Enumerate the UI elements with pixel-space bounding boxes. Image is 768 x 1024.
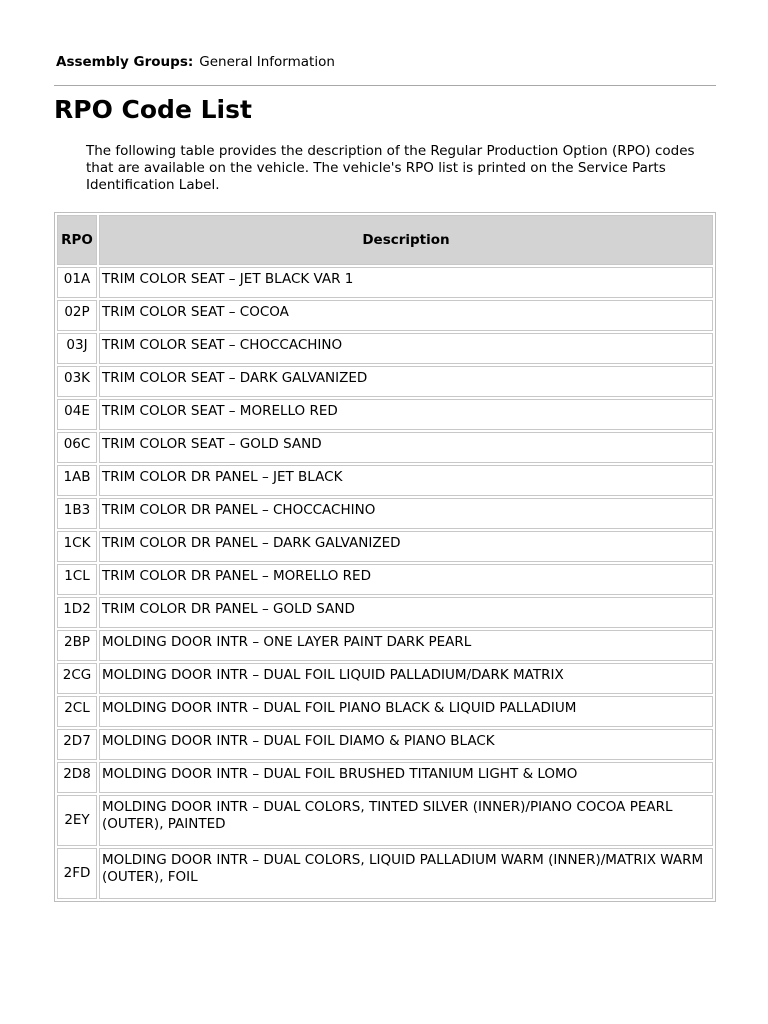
description-cell: TRIM COLOR DR PANEL – MORELLO RED: [99, 564, 713, 595]
intro-paragraph: The following table provides the description of the Regular Production Option (RPO) codes that are available on the vehicle. The vehicle's RPO list is printed on the Service Parts Identification Label.: [86, 143, 695, 193]
description-cell: TRIM COLOR DR PANEL – DARK GALVANIZED: [99, 531, 713, 562]
rpo-code-table: [54, 212, 716, 902]
description-cell: TRIM COLOR SEAT – JET BLACK VAR 1: [99, 267, 713, 298]
table-row: [57, 696, 713, 727]
table-row: [57, 564, 713, 595]
description-cell: MOLDING DOOR INTR – DUAL FOIL DIAMO & PIANO BLACK: [99, 729, 713, 760]
description-cell: TRIM COLOR SEAT – CHOCCACHINO: [99, 333, 713, 364]
table-row: [57, 762, 713, 793]
table-header-row: [57, 215, 713, 265]
rpo-code-cell: 2BP: [57, 630, 97, 661]
rpo-code-cell: 01A: [57, 267, 97, 298]
rpo-code-cell: 2FD: [57, 848, 97, 899]
description-cell: TRIM COLOR SEAT – COCOA: [99, 300, 713, 331]
table-row: [57, 663, 713, 694]
table-row: [57, 300, 713, 331]
rpo-code-cell: 03K: [57, 366, 97, 397]
table-row: [57, 366, 713, 397]
rpo-code-cell: 1AB: [57, 465, 97, 496]
rpo-code-cell: 2CL: [57, 696, 97, 727]
rpo-code-cell: 1CL: [57, 564, 97, 595]
description-cell: MOLDING DOOR INTR – DUAL COLORS, TINTED SILVER (INNER)/PIANO COCOA PEARL (OUTER), PAINTED: [99, 795, 713, 846]
table-row: [57, 465, 713, 496]
description-cell: MOLDING DOOR INTR – DUAL FOIL BRUSHED TITANIUM LIGHT & LOMO: [99, 762, 713, 793]
table-row: [57, 498, 713, 529]
table-row: [57, 597, 713, 628]
column-header-rpo: RPO: [57, 215, 97, 265]
rpo-code-cell: 1D2: [57, 597, 97, 628]
table-row: [57, 848, 713, 899]
assembly-groups-label: Assembly Groups:: [56, 54, 194, 70]
table-body: [57, 267, 713, 899]
rpo-code-cell: 1B3: [57, 498, 97, 529]
rpo-code-cell: 03J: [57, 333, 97, 364]
description-cell: TRIM COLOR DR PANEL – JET BLACK: [99, 465, 713, 496]
rpo-code-cell: 2D7: [57, 729, 97, 760]
table-row: [57, 630, 713, 661]
table-row: [57, 531, 713, 562]
description-cell: TRIM COLOR DR PANEL – GOLD SAND: [99, 597, 713, 628]
description-cell: MOLDING DOOR INTR – DUAL COLORS, LIQUID PALLADIUM WARM (INNER)/MATRIX WARM (OUTER), FOIL: [99, 848, 713, 899]
table-row: [57, 729, 713, 760]
header-divider: [54, 85, 716, 86]
column-header-description: Description: [99, 215, 713, 265]
rpo-code-cell: 2EY: [57, 795, 97, 846]
assembly-groups-line: [56, 54, 335, 70]
rpo-code-cell: 04E: [57, 399, 97, 430]
description-cell: TRIM COLOR DR PANEL – CHOCCACHINO: [99, 498, 713, 529]
assembly-groups-value: General Information: [199, 54, 335, 70]
description-cell: MOLDING DOOR INTR – DUAL FOIL PIANO BLACK & LIQUID PALLADIUM: [99, 696, 713, 727]
table-row: [57, 333, 713, 364]
description-cell: MOLDING DOOR INTR – ONE LAYER PAINT DARK PEARL: [99, 630, 713, 661]
table-row: [57, 432, 713, 463]
rpo-code-cell: 2D8: [57, 762, 97, 793]
table-row: [57, 399, 713, 430]
page-title: RPO Code List: [54, 95, 252, 124]
description-cell: TRIM COLOR SEAT – DARK GALVANIZED: [99, 366, 713, 397]
rpo-code-cell: 1CK: [57, 531, 97, 562]
description-cell: TRIM COLOR SEAT – MORELLO RED: [99, 399, 713, 430]
table-row: [57, 795, 713, 846]
rpo-code-cell: 06C: [57, 432, 97, 463]
rpo-code-cell: 2CG: [57, 663, 97, 694]
table-row: [57, 267, 713, 298]
description-cell: TRIM COLOR SEAT – GOLD SAND: [99, 432, 713, 463]
rpo-code-cell: 02P: [57, 300, 97, 331]
description-cell: MOLDING DOOR INTR – DUAL FOIL LIQUID PALLADIUM/DARK MATRIX: [99, 663, 713, 694]
